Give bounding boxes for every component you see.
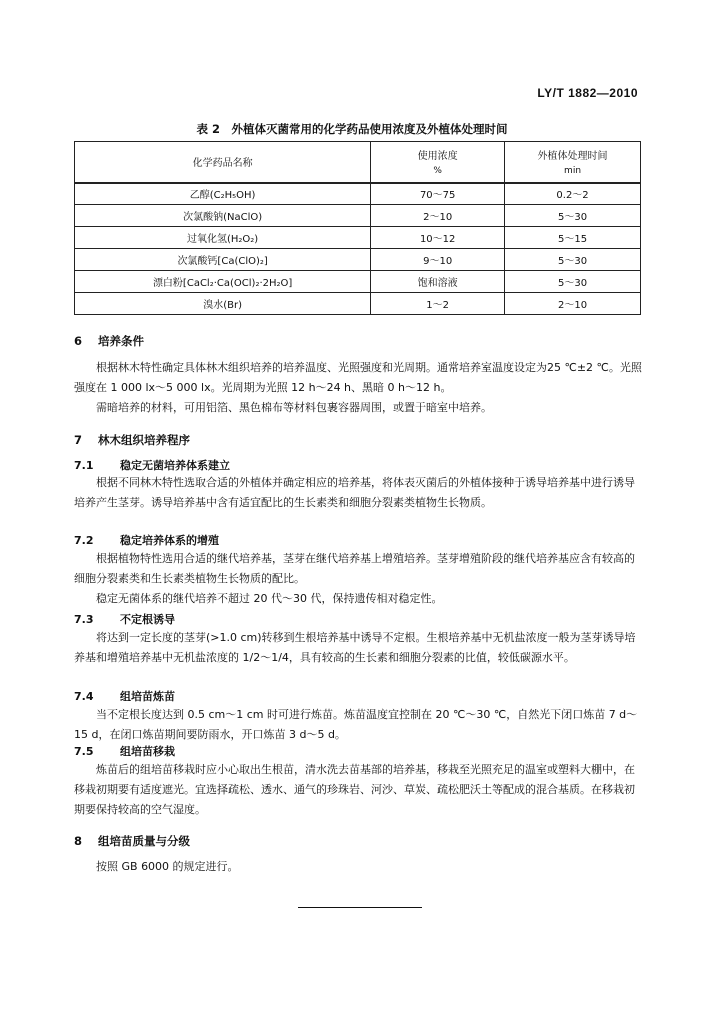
section-7-3-heading	[74, 611, 175, 627]
section-7-2-heading	[74, 532, 219, 548]
cell-time: 5～30	[505, 271, 641, 293]
section-7-4-body	[74, 705, 642, 745]
table-caption: 表 2 外植体灭菌常用的化学药品使用浓度及外植体处理时间	[196, 122, 508, 136]
cell-name: 乙醇(C₂H₅OH)	[75, 183, 371, 205]
section-6-body	[74, 358, 642, 418]
table-row	[75, 293, 641, 315]
paragraph: 需暗培养的材料，可用铝箔、黑色棉布等材料包裹容器周围，或置于暗室中培养。	[96, 401, 492, 414]
paragraph: 当不定根长度达到 0.5 cm～1 cm 时可进行炼苗。炼苗温度宜控制在 20 ℃～30 ℃，自然光下闭口炼苗 7 d～15 d，在闭口炼苗期间要防雨水，开口炼苗 3 d～5 d。	[74, 708, 638, 741]
section-title: 组培苗炼苗	[120, 690, 175, 703]
cell-concentration: 饱和溶液	[371, 271, 505, 293]
section-8-body	[74, 857, 642, 877]
cell-time: 0.2～2	[505, 183, 641, 205]
table-header-row	[75, 142, 641, 183]
section-7-5-heading	[74, 743, 175, 759]
section-number: 7.2	[74, 534, 94, 547]
section-7-heading	[74, 432, 190, 448]
section-7-1-heading	[74, 457, 230, 473]
cell-time: 5～30	[505, 205, 641, 227]
paragraph: 根据不同林木特性选取合适的外植体并确定相应的培养基，将体表灭菌后的外植体接种于诱导培养基中进行诱导培养产生茎芽。诱导培养基中含有适宜配比的生长素类和细胞分裂素类植物生长物质。	[74, 476, 635, 509]
section-title: 稳定培养体系的增殖	[120, 534, 219, 547]
section-7-2-body	[74, 549, 642, 609]
section-7-5-body	[74, 760, 642, 820]
section-7-1-body	[74, 473, 642, 513]
header-concentration-unit: %	[433, 166, 442, 177]
header-name: 化学药品名称	[75, 142, 371, 183]
section-7-4-heading	[74, 688, 175, 704]
cell-name: 次氯酸钠(NaClO)	[75, 205, 371, 227]
section-number: 8	[74, 834, 83, 848]
paragraph: 按照 GB 6000 的规定进行。	[96, 860, 239, 873]
cell-name: 溴水(Br)	[75, 293, 371, 315]
cell-name: 漂白粉[CaCl₂·Ca(OCl)₂·2H₂O]	[75, 271, 371, 293]
end-rule	[298, 907, 422, 908]
section-8-heading	[74, 833, 190, 849]
cell-name: 过氧化氢(H₂O₂)	[75, 227, 371, 249]
section-number: 7.1	[74, 459, 94, 472]
cell-concentration: 2～10	[371, 205, 505, 227]
cell-concentration: 1～2	[371, 293, 505, 315]
section-title: 组培苗质量与分级	[98, 834, 190, 848]
paragraph: 稳定无菌体系的继代培养不超过 20 代～30 代，保持遗传相对稳定性。	[96, 592, 443, 605]
cell-time: 5～15	[505, 227, 641, 249]
table-row	[75, 183, 641, 205]
paragraph: 根据林木特性确定具体林木组织培养的培养温度、光照强度和光周期。通常培养室温度设定为25 ℃±2 ℃。光照强度在 1 000 lx～5 000 lx。光周期为光照 12 h～24 h、黑暗 0 h～12 h。	[74, 361, 642, 394]
cell-concentration: 9～10	[371, 249, 505, 271]
section-number: 6	[74, 334, 83, 348]
cell-time: 2～10	[505, 293, 641, 315]
section-number: 7.4	[74, 690, 94, 703]
header-time-unit: min	[564, 166, 582, 177]
section-number: 7	[74, 433, 83, 447]
header-time	[505, 142, 641, 183]
cell-concentration: 70～75	[371, 183, 505, 205]
section-title: 组培苗移栽	[120, 745, 175, 758]
paragraph: 将达到一定长度的茎芽(>1.0 cm)转移到生根培养基中诱导不定根。生根培养基中无机盐浓度一般为茎芽诱导培养基和增殖培养基中无机盐浓度的 1/2～1/4，具有较高的生长素和细胞分裂素的比值，较低碳源水平。	[74, 631, 636, 664]
table-row	[75, 205, 641, 227]
cell-concentration: 10～12	[371, 227, 505, 249]
table-row	[75, 249, 641, 271]
table-row	[75, 271, 641, 293]
section-title: 林木组织培养程序	[98, 433, 190, 447]
section-7-3-body	[74, 628, 642, 668]
header-time-label: 外植体处理时间	[537, 151, 608, 163]
chemical-table	[74, 141, 641, 315]
section-number: 7.5	[74, 745, 94, 758]
cell-name: 次氯酸钙[Ca(ClO)₂]	[75, 249, 371, 271]
header-concentration	[371, 142, 505, 183]
section-title: 不定根诱导	[120, 613, 175, 626]
cell-time: 5～30	[505, 249, 641, 271]
standard-code: LY/T 1882—2010	[537, 86, 638, 100]
section-6-heading	[74, 333, 144, 349]
header-concentration-label: 使用浓度	[417, 151, 458, 163]
section-number: 7.3	[74, 613, 94, 626]
paragraph: 炼苗后的组培苗移栽时应小心取出生根苗，清水洗去苗基部的培养基，移栽至光照充足的温室或塑料大棚中，在移栽初期要有适度遮光。宜选择疏松、透水、通气的珍珠岩、河沙、草炭、疏松肥沃土等配成的混合基质。在移栽初期要保持较高的空气湿度。	[74, 763, 635, 816]
paragraph: 根据植物特性选用合适的继代培养基，茎芽在继代培养基上增殖培养。茎芽增殖阶段的继代培养基应含有较高的细胞分裂素类和生长素类植物生长物质的配比。	[74, 552, 635, 585]
section-title: 培养条件	[98, 334, 144, 348]
table-row	[75, 227, 641, 249]
section-title: 稳定无菌培养体系建立	[120, 459, 230, 472]
